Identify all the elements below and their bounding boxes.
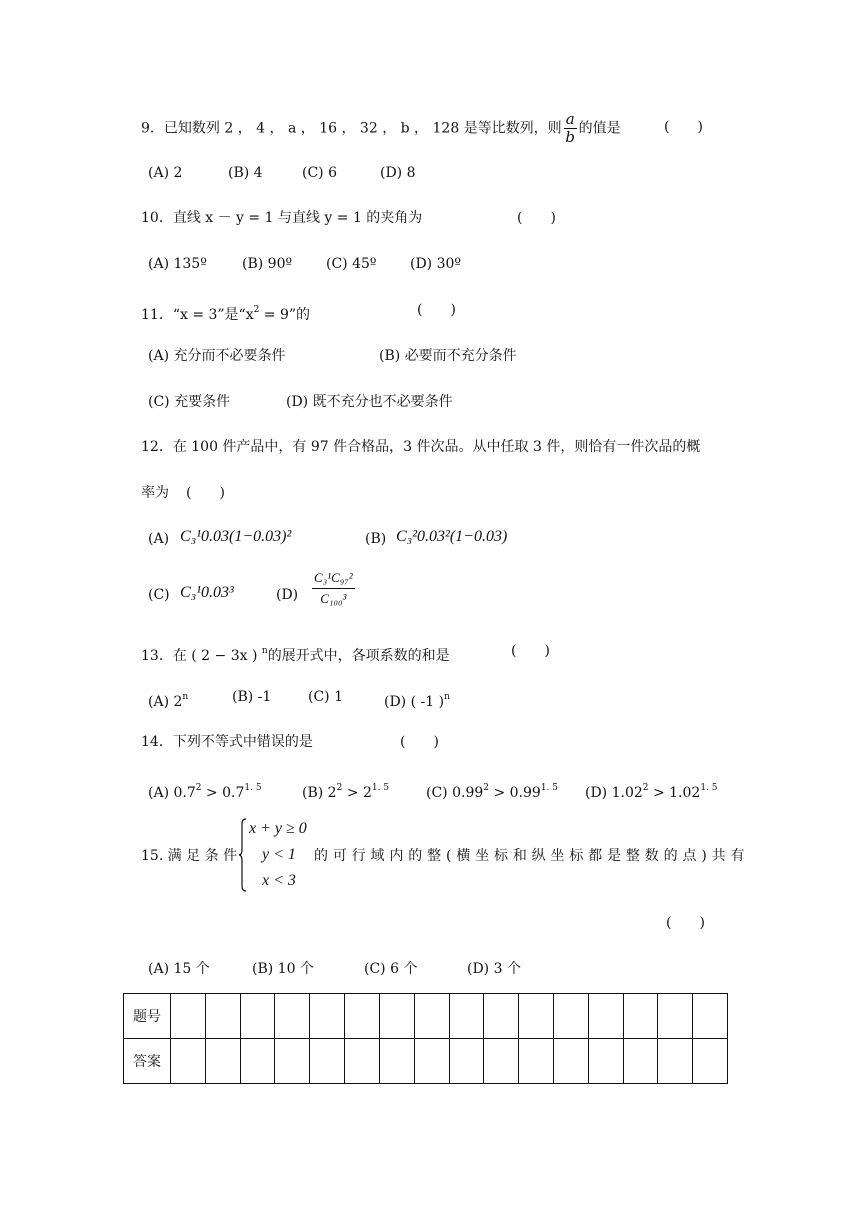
q14-c-exp2: 1. 5 xyxy=(540,783,558,793)
q14-a-mid: > 0.7 xyxy=(201,785,245,801)
q9-fraction xyxy=(564,111,577,146)
q9-text: 9．已知数列 2 ， 4 ， a ， 16 ， 32 ， b ， 128 是等比数列，则 xyxy=(141,120,562,137)
q12-option-a-label: (A) xyxy=(148,531,170,547)
q11-option-a: (A) 充分而不必要条件 xyxy=(148,348,286,364)
q10-option-a: (A) 135º xyxy=(148,256,207,272)
q10-option-c: (C) 45º xyxy=(326,256,377,272)
question-11 xyxy=(141,300,310,325)
answer-cell[interactable] xyxy=(171,1039,206,1084)
row-header-number: 题号 xyxy=(124,994,171,1039)
question-9 xyxy=(141,111,621,146)
answer-cell[interactable] xyxy=(205,994,240,1039)
q9-suffix: 的值是 xyxy=(578,120,621,137)
answer-cell[interactable] xyxy=(379,994,414,1039)
answer-cell[interactable] xyxy=(623,994,658,1039)
answer-cell[interactable] xyxy=(379,1039,414,1084)
q13-sup: n xyxy=(261,646,268,656)
q14-b-exp2: 1. 5 xyxy=(371,783,390,793)
q14-c-exp1: 2 xyxy=(483,783,489,793)
row-header-answer: 答案 xyxy=(124,1039,171,1084)
q12-option-d-formula xyxy=(310,568,357,609)
question-14: 14．下列不等式中错误的是 xyxy=(141,734,313,750)
q12-option-d-label: (D) xyxy=(276,587,299,603)
q13-text-a: 13．在 ( 2 − 3x ) xyxy=(141,648,262,664)
answer-cell[interactable] xyxy=(519,1039,554,1084)
answer-cell[interactable] xyxy=(310,1039,345,1084)
q14-a-base: (A) 0.7 xyxy=(148,785,196,801)
q15-condition-2: y < 1 xyxy=(262,846,296,863)
q13-option-a-text: (A) 2 xyxy=(148,694,183,710)
answer-cell[interactable] xyxy=(484,994,519,1039)
q14-a-exp1: 2 xyxy=(195,783,202,793)
q12-option-a-formula: C₃¹0.03(1−0.03)² xyxy=(180,528,292,545)
answer-cell[interactable] xyxy=(205,1039,240,1084)
q9-option-a: (A) 2 xyxy=(148,165,183,181)
answer-cell[interactable] xyxy=(345,994,380,1039)
q11-option-d: (D) 既不充分也不必要条件 xyxy=(286,394,453,410)
q11-text-a: 11．“x = 3”是“x xyxy=(141,307,254,323)
answer-cell[interactable] xyxy=(588,1039,623,1084)
q14-option-b xyxy=(302,778,389,803)
question-12-line1: 12．在 100 件产品中，有 97 件合格品，3 件次品。从中任取 3 件，则恰有一件次品的概 xyxy=(141,439,701,455)
q14-d-exp2: 1. 5 xyxy=(700,783,718,793)
q13-answer-paren: ( ) xyxy=(511,643,550,659)
question-15-prefix: 15. 满 足 条 件 xyxy=(141,848,238,864)
q13-option-b: (B) -1 xyxy=(232,689,272,705)
question-15-suffix: 的 可 行 域 内 的 整 ( 横 坐 标 和 纵 坐 标 都 是 整 数 的 点 ) 共 有 xyxy=(314,848,745,864)
q14-d-mid: > 1.02 xyxy=(648,785,701,801)
question-12-line2: 率为 xyxy=(141,485,169,501)
q14-answer-paren: ( ) xyxy=(400,734,439,750)
q9-option-c: (C) 6 xyxy=(302,165,337,181)
answer-cell[interactable] xyxy=(240,1039,275,1084)
q9-frac-den: b xyxy=(565,128,575,146)
q15-option-b: (B) 10 个 xyxy=(252,961,314,977)
question-10: 10．直线 x － y = 1 与直线 y = 1 的夹角为 xyxy=(141,210,423,226)
q13-option-a xyxy=(148,687,188,712)
q12-answer-paren: ( ) xyxy=(186,485,225,501)
q13-option-a-sup: n xyxy=(182,692,189,702)
table-row-question-numbers xyxy=(124,994,728,1039)
q9-answer-paren: ( ) xyxy=(664,119,703,135)
q13-option-c: (C) 1 xyxy=(308,689,343,705)
q12-option-b-formula: C₃²0.03²(1−0.03) xyxy=(396,528,508,545)
answer-cell[interactable] xyxy=(171,994,206,1039)
q12-option-d-den: C₁₀₀³ xyxy=(320,591,347,606)
q14-a-exp2: 1. 5 xyxy=(244,783,262,793)
q11-answer-paren: ( ) xyxy=(417,302,456,318)
answer-cell[interactable] xyxy=(345,1039,380,1084)
q11-option-b: (B) 必要而不充分条件 xyxy=(379,348,517,364)
q12-option-b-label: (B) xyxy=(365,531,387,547)
q10-answer-paren: ( ) xyxy=(517,210,556,226)
answer-cell[interactable] xyxy=(553,1039,588,1084)
answer-cell[interactable] xyxy=(449,1039,484,1084)
q13-option-d-sup: n xyxy=(444,692,450,702)
answer-cell[interactable] xyxy=(519,994,554,1039)
question-13 xyxy=(141,641,450,666)
q14-b-exp1: 2 xyxy=(336,783,343,793)
answer-cell[interactable] xyxy=(449,994,484,1039)
q12-option-c-formula: C₃¹0.03³ xyxy=(180,584,234,601)
answer-cell[interactable] xyxy=(658,994,693,1039)
answer-cell[interactable] xyxy=(275,1039,310,1084)
q14-c-mid: > 0.99 xyxy=(489,785,541,801)
q14-b-base: (B) 2 xyxy=(302,785,337,801)
q15-condition-3: x < 3 xyxy=(262,872,296,889)
table-row-answers xyxy=(124,1039,728,1084)
answer-cell[interactable] xyxy=(275,994,310,1039)
q14-option-c xyxy=(426,778,558,803)
q15-answer-paren: ( ) xyxy=(666,915,705,931)
q10-option-d: (D) 30º xyxy=(410,256,461,272)
answer-cell[interactable] xyxy=(414,1039,449,1084)
q15-option-c: (C) 6 个 xyxy=(364,961,418,977)
answer-cell[interactable] xyxy=(588,994,623,1039)
q15-option-a: (A) 15 个 xyxy=(148,961,210,977)
answer-cell[interactable] xyxy=(414,994,449,1039)
q11-option-c: (C) 充要条件 xyxy=(148,394,231,410)
answer-cell[interactable] xyxy=(553,994,588,1039)
q14-d-exp1: 2 xyxy=(642,783,649,793)
q14-b-mid: > 2 xyxy=(342,785,372,801)
q15-option-d: (D) 3 个 xyxy=(467,961,521,977)
q9-frac-num: a xyxy=(565,110,575,128)
q12-option-c-label: (C) xyxy=(148,587,170,603)
answer-cell[interactable] xyxy=(658,1039,693,1084)
q10-option-b: (B) 90º xyxy=(242,256,293,272)
answer-table xyxy=(123,993,728,1084)
q14-option-d xyxy=(585,778,718,803)
q14-c-base: (C) 0.99 xyxy=(426,785,484,801)
answer-cell[interactable] xyxy=(310,994,345,1039)
answer-cell[interactable] xyxy=(484,1039,519,1084)
q9-option-b: (B) 4 xyxy=(228,165,263,181)
q12-option-d-num: C₃¹C₉₇² xyxy=(312,568,355,589)
q15-condition-1: x + y ≥ 0 xyxy=(249,820,307,837)
answer-cell[interactable] xyxy=(240,994,275,1039)
q11-sup: 2 xyxy=(253,305,260,315)
q13-text-b: 的展开式中，各项系数的和是 xyxy=(267,648,450,664)
answer-cell[interactable] xyxy=(693,1039,728,1084)
q13-option-d xyxy=(384,687,450,712)
brace-icon xyxy=(239,818,247,892)
answer-cell[interactable] xyxy=(623,1039,658,1084)
answer-cell[interactable] xyxy=(693,994,728,1039)
q11-text-b: = 9”的 xyxy=(259,307,311,323)
q9-option-d: (D) 8 xyxy=(380,165,416,181)
q14-option-a xyxy=(148,778,262,803)
q13-option-d-text: (D) ( -1 ) xyxy=(384,694,445,710)
q14-d-base: (D) 1.02 xyxy=(585,785,643,801)
